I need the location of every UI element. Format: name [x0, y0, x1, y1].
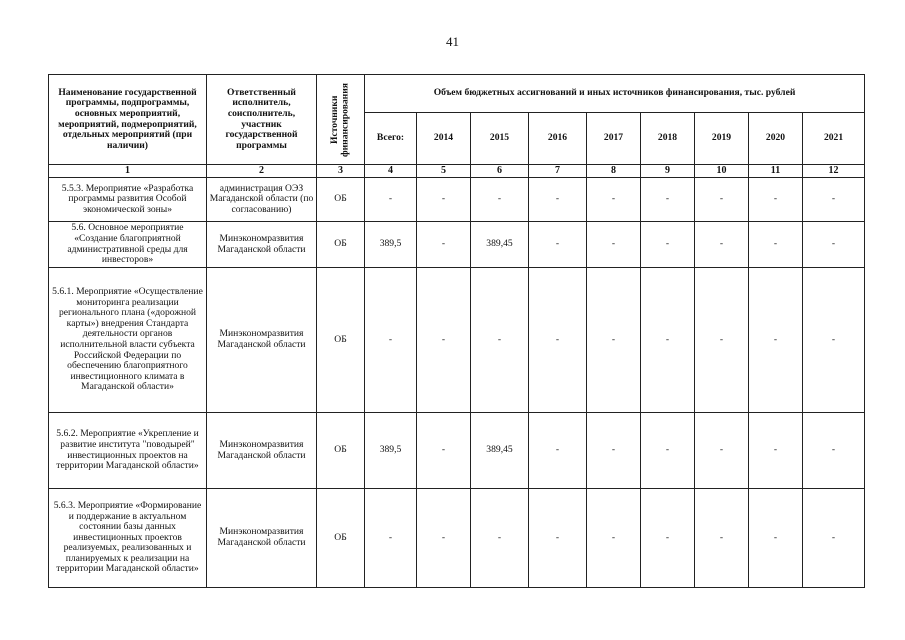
responsible-cell: Минэкономразвития Магаданской области: [207, 413, 317, 489]
year-value-cell: -: [417, 268, 471, 413]
table-row: [49, 268, 865, 413]
year-value-cell: -: [471, 489, 529, 588]
total-cell: -: [365, 489, 417, 588]
column-number: 3: [317, 165, 365, 178]
year-value-cell: -: [471, 268, 529, 413]
funding-source-cell: ОБ: [317, 413, 365, 489]
year-value-cell: -: [695, 489, 749, 588]
program-name-cell: 5.6.2. Мероприятие «Укрепление и развитие института "поводырей" инвестиционных проектов на территории Магаданской области»: [49, 413, 207, 489]
column-number: 5: [417, 165, 471, 178]
program-name-cell: 5.6.1. Мероприятие «Осуществление мониторинга реализации регионального плана («дорожной карты») внедрения Стандарта деятельности органов исполнительной власти субъекта Российской Федерации по обеспечению благоприятного инвестиционного климата в Магаданской области»: [49, 268, 207, 413]
year-value-cell: -: [641, 489, 695, 588]
year-value-cell: 389,45: [471, 222, 529, 268]
year-value-cell: -: [529, 178, 587, 222]
year-value-cell: -: [803, 178, 865, 222]
year-value-cell: -: [641, 413, 695, 489]
header-year: 2015: [471, 113, 529, 165]
year-value-cell: -: [529, 413, 587, 489]
year-value-cell: -: [749, 489, 803, 588]
total-cell: 389,5: [365, 222, 417, 268]
year-value-cell: -: [587, 489, 641, 588]
year-value-cell: -: [641, 178, 695, 222]
year-value-cell: -: [803, 268, 865, 413]
funding-source-cell: ОБ: [317, 222, 365, 268]
header-program-name: Наименование государственной программы, подпрограммы, основных мероприятий, мероприятий, подмероприятий, отдельных мероприятий (при наличии): [49, 75, 207, 165]
column-number: 7: [529, 165, 587, 178]
column-number: 4: [365, 165, 417, 178]
responsible-cell: Минэкономразвития Магаданской области: [207, 489, 317, 588]
table-row: [49, 178, 865, 222]
year-value-cell: -: [587, 268, 641, 413]
column-number: 2: [207, 165, 317, 178]
year-value-cell: -: [749, 268, 803, 413]
header-year: 2017: [587, 113, 641, 165]
funding-table: [48, 74, 865, 588]
column-number: 11: [749, 165, 803, 178]
total-cell: -: [365, 178, 417, 222]
table-row: [49, 489, 865, 588]
header-year: 2016: [529, 113, 587, 165]
program-name-cell: 5.6. Основное мероприятие «Создание благоприятной административной среды для инвесторов»: [49, 222, 207, 268]
funding-source-cell: ОБ: [317, 178, 365, 222]
column-number: 12: [803, 165, 865, 178]
header-year: 2014: [417, 113, 471, 165]
header-year: 2020: [749, 113, 803, 165]
year-value-cell: -: [417, 489, 471, 588]
header-year: 2021: [803, 113, 865, 165]
program-name-cell: 5.6.3. Мероприятие «Формирование и поддержание в актуальном состоянии базы данных инвестиционных проектов реализуемых, реализованных и планируемых к реализации на территории Магаданской области»: [49, 489, 207, 588]
year-value-cell: -: [641, 268, 695, 413]
year-value-cell: -: [417, 178, 471, 222]
total-cell: -: [365, 268, 417, 413]
year-value-cell: -: [587, 222, 641, 268]
header-funding-source: [317, 75, 365, 165]
year-value-cell: -: [529, 222, 587, 268]
program-name-cell: 5.5.3. Мероприятие «Разработка программы развития Особой экономической зоны»: [49, 178, 207, 222]
column-number: 8: [587, 165, 641, 178]
year-value-cell: -: [803, 489, 865, 588]
header-year: 2019: [695, 113, 749, 165]
funding-source-cell: ОБ: [317, 489, 365, 588]
year-value-cell: -: [749, 178, 803, 222]
year-value-cell: -: [695, 178, 749, 222]
header-year: 2018: [641, 113, 695, 165]
header-total: Всего:: [365, 113, 417, 165]
year-value-cell: -: [417, 413, 471, 489]
column-number: 6: [471, 165, 529, 178]
year-value-cell: -: [417, 222, 471, 268]
year-value-cell: -: [587, 413, 641, 489]
page-number: 41: [446, 34, 459, 49]
responsible-cell: Минэкономразвития Магаданской области: [207, 268, 317, 413]
year-value-cell: -: [641, 222, 695, 268]
year-value-cell: -: [803, 222, 865, 268]
year-value-cell: -: [749, 222, 803, 268]
total-cell: 389,5: [365, 413, 417, 489]
year-value-cell: -: [529, 268, 587, 413]
header-funding-group: Объем бюджетных ассигнований и иных источников финансирования, тыс. рублей: [365, 75, 865, 113]
responsible-cell: администрация ОЭЗ Магаданской области (по согласованию): [207, 178, 317, 222]
year-value-cell: 389,45: [471, 413, 529, 489]
year-value-cell: -: [749, 413, 803, 489]
year-value-cell: -: [471, 178, 529, 222]
header-responsible: Ответственный исполнитель, соисполнитель, участник государственной программы: [207, 75, 317, 165]
year-value-cell: -: [695, 268, 749, 413]
year-value-cell: -: [587, 178, 641, 222]
year-value-cell: -: [803, 413, 865, 489]
year-value-cell: -: [695, 413, 749, 489]
table-row: [49, 222, 865, 268]
header-funding-source-label: Источники финансирования: [328, 82, 351, 157]
column-number: 9: [641, 165, 695, 178]
column-number: 1: [49, 165, 207, 178]
column-numbers-row: [49, 165, 865, 178]
responsible-cell: Минэкономразвития Магаданской области: [207, 222, 317, 268]
year-value-cell: -: [695, 222, 749, 268]
table-row: [49, 413, 865, 489]
funding-source-cell: ОБ: [317, 268, 365, 413]
year-value-cell: -: [529, 489, 587, 588]
column-number: 10: [695, 165, 749, 178]
